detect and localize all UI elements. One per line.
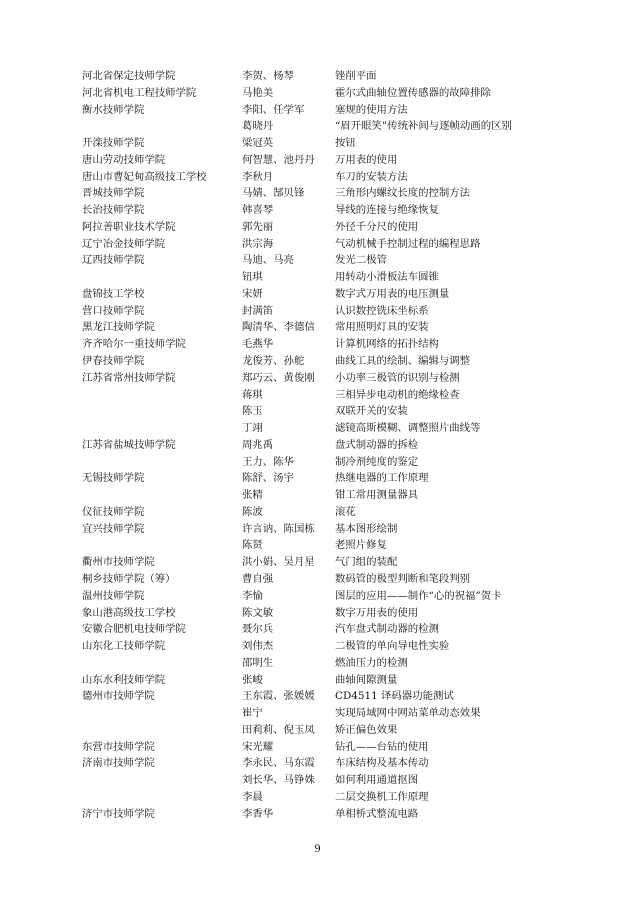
- lesson-title: 三相异步电动机的绝缘检查: [335, 388, 460, 401]
- list-row: [82, 286, 562, 303]
- teacher-names: 崔宁: [242, 707, 263, 720]
- teacher-names: 李永民、马东霞: [242, 757, 315, 770]
- school-name: 安徽合肥机电技师学院: [82, 623, 186, 636]
- teacher-names: 张精: [242, 489, 263, 502]
- list-row: [82, 705, 562, 722]
- list-row: [82, 504, 562, 521]
- school-name: 济南市技师学院: [82, 757, 155, 770]
- school-name: 盘锦技工学校: [82, 287, 145, 300]
- school-name: 阿拉善职业技术学院: [82, 220, 176, 233]
- list-row: [82, 772, 562, 789]
- list-row: [82, 269, 562, 286]
- list-row: [82, 387, 562, 404]
- teacher-names: 陈波: [242, 505, 263, 518]
- teacher-names: 梁冠英: [242, 137, 274, 150]
- school-name: 仪征技师学院: [82, 505, 145, 518]
- teacher-names: 郑巧云、黄俊刚: [242, 371, 315, 384]
- school-name: [82, 772, 242, 789]
- teacher-names: 马婧、郜贝锋: [242, 187, 305, 200]
- lesson-title: 实现局域网中网站菜单动态效果: [335, 707, 481, 720]
- lesson-title: 热继电器的工作原理: [335, 472, 429, 485]
- list-row: [82, 185, 562, 202]
- lesson-title: 常用照明灯具的安装: [335, 321, 429, 334]
- lesson-title: 万用表的使用: [335, 153, 398, 166]
- teacher-names: 蒋琪: [242, 388, 263, 401]
- lesson-title: 霍尔式曲轴位置传感器的故障排除: [335, 86, 491, 99]
- teacher-names: 王东霞、张媛媛: [242, 690, 315, 703]
- teacher-names: 毛燕华: [242, 338, 274, 351]
- list-row: [82, 638, 562, 655]
- school-name: [82, 537, 242, 554]
- school-name: 晋城技师学院: [82, 187, 145, 200]
- award-list: [82, 68, 562, 822]
- school-name: 温州技师学院: [82, 589, 145, 602]
- list-row: [82, 806, 562, 823]
- teacher-names: 马艳美: [242, 86, 274, 99]
- teacher-names: 丁翊: [242, 422, 263, 435]
- school-name: 济宁市技师学院: [82, 807, 155, 820]
- lesson-title: 塞规的使用方法: [335, 103, 408, 116]
- list-row: [82, 621, 562, 638]
- list-row: [82, 152, 562, 169]
- school-name: [82, 655, 242, 672]
- lesson-title: 二层交换机工作原理: [335, 790, 429, 803]
- teacher-names: 刘长华、马铮姝: [242, 774, 315, 787]
- list-row: [82, 605, 562, 622]
- school-name: [82, 420, 242, 437]
- school-name: [82, 705, 242, 722]
- lesson-title: 图层的应用——制作“心的祝福”贺卡: [335, 589, 502, 602]
- teacher-names: 李秋月: [242, 170, 274, 183]
- teacher-names: 钮琪: [242, 271, 263, 284]
- school-name: 唐山市曹妃甸高级技工学校: [82, 170, 207, 183]
- teacher-names: 李愉: [242, 589, 263, 602]
- page-number: 9: [314, 844, 321, 855]
- school-name: 桐乡技师学院（筹）: [82, 572, 176, 585]
- teacher-names: 邵明生: [242, 656, 274, 669]
- lesson-title: 气门组的装配: [335, 556, 398, 569]
- list-row: [82, 169, 562, 186]
- teacher-names: 陶清华、李德信: [242, 321, 315, 334]
- school-name: 德州市技师学院: [82, 690, 155, 703]
- lesson-title: 计算机网络的拓扑结构: [335, 338, 439, 351]
- school-name: [82, 487, 242, 504]
- school-name: [82, 454, 242, 471]
- list-row: [82, 420, 562, 437]
- teacher-names: 田莉莉、倪玉凤: [242, 723, 315, 736]
- list-row: [82, 336, 562, 353]
- list-row: [82, 303, 562, 320]
- list-row: [82, 537, 562, 554]
- lesson-title: 基本图形绘制: [335, 522, 398, 535]
- lesson-title: 如何利用通道抠图: [335, 774, 419, 787]
- school-name: 宜兴技师学院: [82, 522, 145, 535]
- school-name: 江苏省常州技师学院: [82, 371, 176, 384]
- list-row: [82, 487, 562, 504]
- teacher-names: 陈贤: [242, 539, 263, 552]
- lesson-title: 三角形内螺纹长度的控制方法: [335, 187, 471, 200]
- lesson-title: 制冷剂纯度的鉴定: [335, 455, 419, 468]
- school-name: 唐山劳动技师学院: [82, 153, 166, 166]
- lesson-title: 小功率三极管的识别与检测: [335, 371, 460, 384]
- lesson-title: 曲线工具的绘制、编辑与调整: [335, 355, 471, 368]
- school-name: 开滦技师学院: [82, 137, 145, 150]
- list-row: [82, 521, 562, 538]
- school-name: 营口技师学院: [82, 304, 145, 317]
- teacher-names: 龙俊芳、孙舵: [242, 355, 305, 368]
- teacher-names: 李晨: [242, 790, 263, 803]
- school-name: 象山港高级技工学校: [82, 606, 176, 619]
- teacher-names: 宋光耀: [242, 740, 274, 753]
- school-name: 江苏省盐城技师学院: [82, 438, 176, 451]
- lesson-title: 导线的连接与绝缘恢复: [335, 204, 439, 217]
- list-row: [82, 236, 562, 253]
- list-row: [82, 739, 562, 756]
- lesson-title: 二极管的单向导电性实验: [335, 640, 450, 653]
- lesson-title: CD4511 译码器功能测试: [335, 690, 454, 703]
- lesson-title: 发光二极管: [335, 254, 387, 267]
- lesson-title: 钻孔——台钻的使用: [335, 740, 429, 753]
- lesson-title: 滤镜高斯模糊、调整照片曲线等: [335, 422, 481, 435]
- list-row: [82, 68, 562, 85]
- school-name: 衡水技师学院: [82, 103, 145, 116]
- list-row: [82, 85, 562, 102]
- school-name: 伊春技师学院: [82, 355, 145, 368]
- list-row: [82, 571, 562, 588]
- school-name: 无锡技师学院: [82, 472, 145, 485]
- list-row: [82, 688, 562, 705]
- list-row: [82, 118, 562, 135]
- teacher-names: 宋妍: [242, 287, 263, 300]
- lesson-title: 用转动小滑板法车圆锥: [335, 271, 439, 284]
- teacher-names: 何智慧、池丹丹: [242, 153, 315, 166]
- school-name: [82, 722, 242, 739]
- list-row: [82, 437, 562, 454]
- lesson-title: 按钮: [335, 137, 356, 150]
- teacher-names: 陈文敏: [242, 606, 274, 619]
- list-row: [82, 454, 562, 471]
- lesson-title: 数码管的极型判断和笔段判别: [335, 572, 471, 585]
- lesson-title: 单相桥式整流电路: [335, 807, 419, 820]
- teacher-names: 李香华: [242, 807, 274, 820]
- list-row: [82, 588, 562, 605]
- lesson-title: 燃油压力的检测: [335, 656, 408, 669]
- school-name: 山东化工技师学院: [82, 640, 166, 653]
- lesson-title: 矫正偏色效果: [335, 723, 398, 736]
- lesson-title: 钳工常用测量器具: [335, 489, 419, 502]
- lesson-title: 汽车盘式制动器的检测: [335, 623, 439, 636]
- lesson-title: 数字式万用表的电压测量: [335, 287, 450, 300]
- teacher-names: 刘伟杰: [242, 640, 274, 653]
- lesson-title: “眉开眼笑”传统补间与逐帧动画的区别: [335, 120, 512, 133]
- teacher-names: 葛晓丹: [242, 120, 274, 133]
- school-name: 齐齐哈尔一重技师学院: [82, 338, 186, 351]
- list-row: [82, 102, 562, 119]
- list-row: [82, 755, 562, 772]
- teacher-names: 郭先丽: [242, 220, 274, 233]
- list-row: [82, 554, 562, 571]
- teacher-names: 张峻: [242, 673, 263, 686]
- school-name: 黑龙江技师学院: [82, 321, 155, 334]
- lesson-title: 车刀的安装方法: [335, 170, 408, 183]
- school-name: 辽宁冶金技师学院: [82, 237, 166, 250]
- lesson-title: 盘式制动器的拆检: [335, 438, 419, 451]
- list-row: [82, 722, 562, 739]
- school-name: [82, 118, 242, 135]
- lesson-title: 车床结构及基本传动: [335, 757, 429, 770]
- teacher-names: 陈玉: [242, 405, 263, 418]
- school-name: 长治技师学院: [82, 204, 145, 217]
- list-row: [82, 403, 562, 420]
- lesson-title: 数字万用表的使用: [335, 606, 419, 619]
- list-row: [82, 219, 562, 236]
- school-name: [82, 387, 242, 404]
- teacher-names: 聂尔兵: [242, 623, 274, 636]
- teacher-names: 王力、陈华: [242, 455, 294, 468]
- teacher-names: 洪宗海: [242, 237, 274, 250]
- lesson-title: 认识数控铣床坐标系: [335, 304, 429, 317]
- list-row: [82, 789, 562, 806]
- school-name: 河北省机电工程技师学院: [82, 86, 197, 99]
- teacher-names: 封满笛: [242, 304, 274, 317]
- list-row: [82, 353, 562, 370]
- teacher-names: 马迪、马亮: [242, 254, 294, 267]
- lesson-title: 气动机械手控制过程的编程思路: [335, 237, 481, 250]
- school-name: [82, 789, 242, 806]
- list-row: [82, 655, 562, 672]
- school-name: 河北省保定技师学院: [82, 70, 176, 82]
- lesson-title: 外径千分尺的使用: [335, 220, 419, 233]
- teacher-names: 曹自强: [242, 572, 274, 585]
- lesson-title: 锉削平面: [335, 70, 377, 82]
- teacher-names: 李贺、杨琴: [242, 70, 294, 82]
- school-name: 山东水利技师学院: [82, 673, 166, 686]
- lesson-title: 滚花: [335, 505, 356, 518]
- school-name: 衢州市技师学院: [82, 556, 155, 569]
- school-name: 东营市技师学院: [82, 740, 155, 753]
- lesson-title: 双联开关的安装: [335, 405, 408, 418]
- school-name: [82, 269, 242, 286]
- list-row: [82, 470, 562, 487]
- teacher-names: 陈舒、汤宇: [242, 472, 294, 485]
- school-name: [82, 403, 242, 420]
- list-row: [82, 370, 562, 387]
- list-row: [82, 319, 562, 336]
- list-row: [82, 252, 562, 269]
- teacher-names: 周兆禹: [242, 438, 274, 451]
- teacher-names: 韩喜琴: [242, 204, 274, 217]
- list-row: [82, 202, 562, 219]
- lesson-title: 老照片修复: [335, 539, 387, 552]
- lesson-title: 曲轴间隙测量: [335, 673, 398, 686]
- list-row: [82, 135, 562, 152]
- teacher-names: 李阳、任学军: [242, 103, 305, 116]
- teacher-names: 洪小娟、吴月星: [242, 556, 315, 569]
- list-row: [82, 672, 562, 689]
- teacher-names: 许言讷、陈国栋: [242, 522, 315, 535]
- school-name: 辽西技师学院: [82, 254, 145, 267]
